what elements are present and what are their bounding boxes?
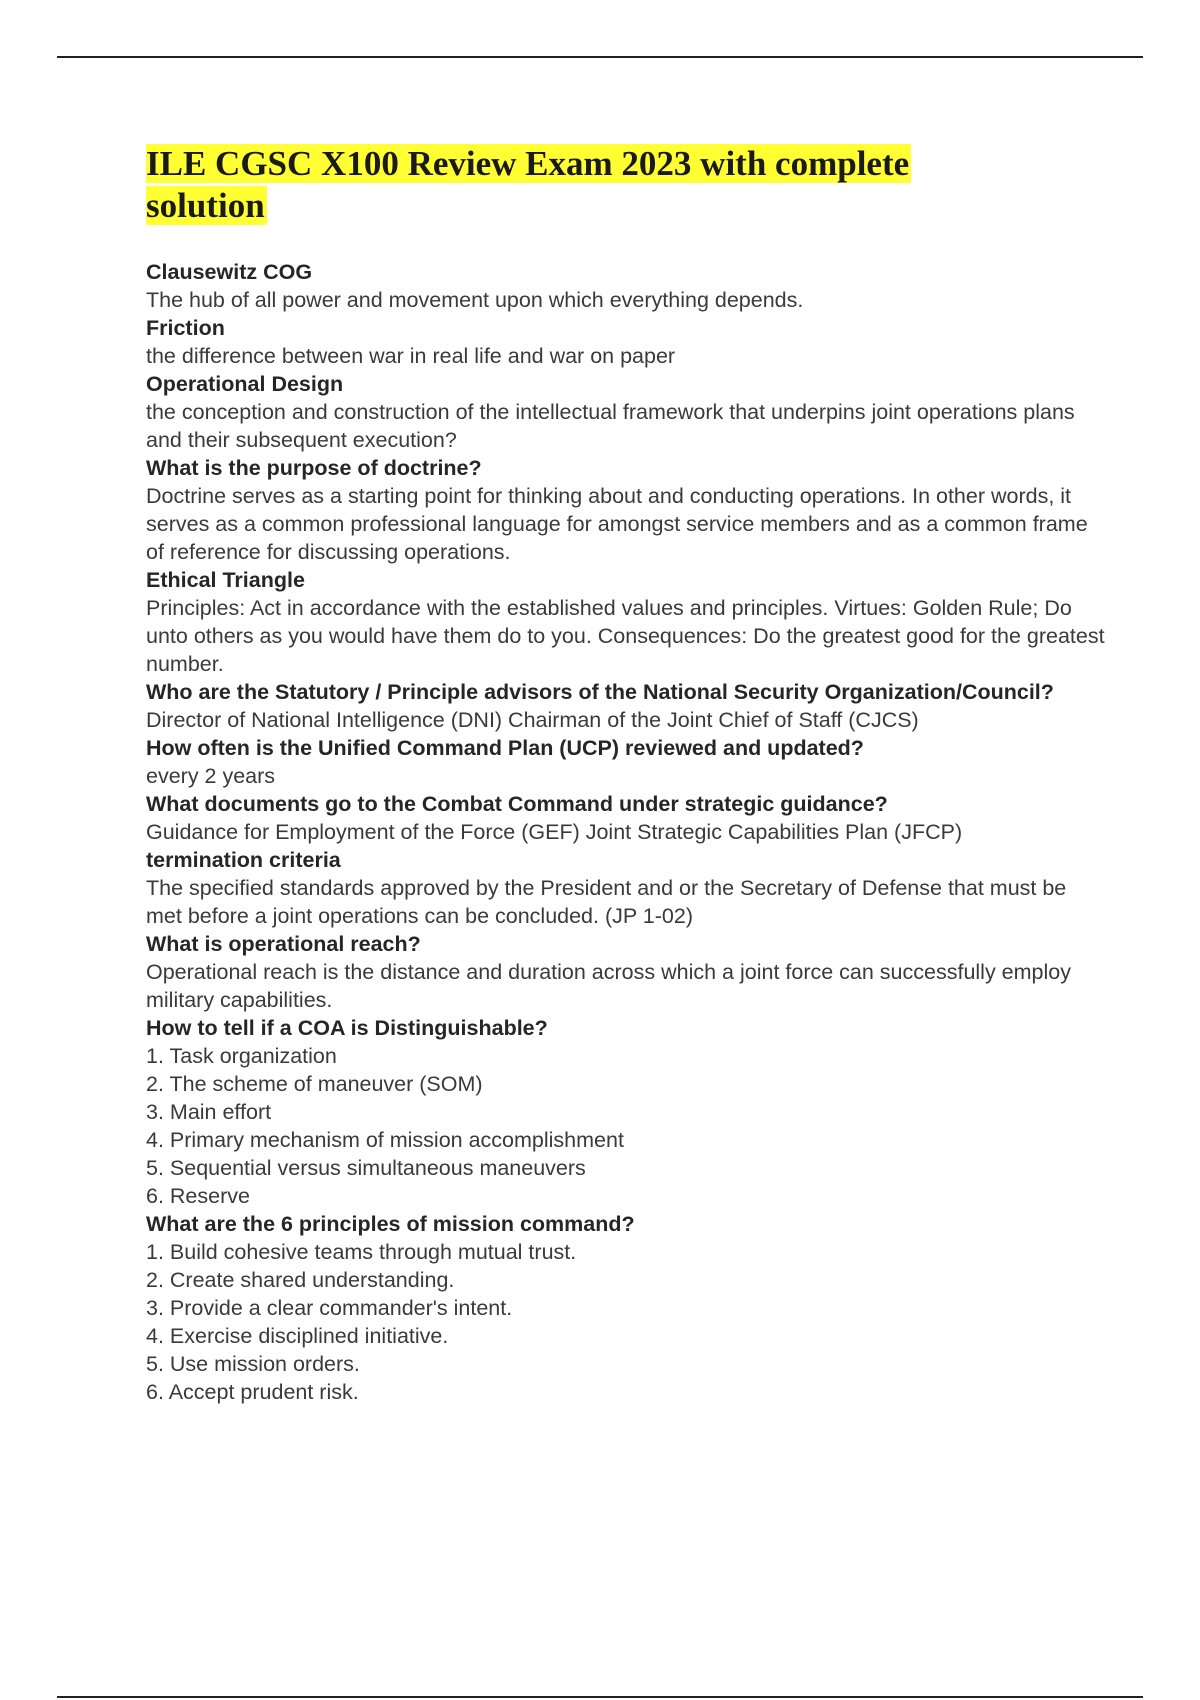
answer-line: Operational reach is the distance and duration across which a joint force can successfully employ military capabilities. <box>146 960 1071 1012</box>
answer-line: 6. Reserve <box>146 1184 250 1208</box>
answer-line: 5. Use mission orders. <box>146 1352 360 1376</box>
qa-item <box>146 1210 1106 1406</box>
answer-text <box>146 706 1106 734</box>
top-rule <box>57 56 1143 58</box>
answer-line: the conception and construction of the intellectual framework that underpins joint operations plans and their subsequent execution? <box>146 400 1075 452</box>
qa-item <box>146 678 1106 734</box>
qa-item <box>146 846 1106 930</box>
qa-item <box>146 734 1106 790</box>
question-heading: Who are the Statutory / Principle advisors of the National Security Organization/Council? <box>146 680 1054 704</box>
question-heading: Friction <box>146 316 225 340</box>
qa-list <box>146 258 1106 1406</box>
answer-text <box>146 286 1106 314</box>
bottom-rule <box>57 1696 1143 1698</box>
answer-line: 2. Create shared understanding. <box>146 1268 455 1292</box>
answer-line: Guidance for Employment of the Force (GEF) Joint Strategic Capabilities Plan (JFCP) <box>146 820 963 844</box>
answer-line: The hub of all power and movement upon which everything depends. <box>146 288 804 312</box>
answer-line: 1. Build cohesive teams through mutual trust. <box>146 1240 577 1264</box>
answer-line: 2. The scheme of maneuver (SOM) <box>146 1072 483 1096</box>
title-highlight: ILE CGSC X100 Review Exam 2023 with complete solution <box>146 144 910 225</box>
answer-text <box>146 1042 1106 1210</box>
answer-line: 4. Exercise disciplined initiative. <box>146 1324 449 1348</box>
qa-item <box>146 454 1106 566</box>
answer-line: 3. Provide a clear commander's intent. <box>146 1296 513 1320</box>
answer-text <box>146 594 1106 678</box>
answer-line: 6. Accept prudent risk. <box>146 1380 359 1404</box>
answer-text <box>146 818 1106 846</box>
answer-line: Doctrine serves as a starting point for thinking about and conducting operations. In other words, it serves as a common professional language for amongst service members and as a common frame of reference for discussing operations. <box>146 484 1088 564</box>
answer-line: the difference between war in real life and war on paper <box>146 344 676 368</box>
qa-item <box>146 370 1106 454</box>
answer-line: Director of National Intelligence (DNI) Chairman of the Joint Chief of Staff (CJCS) <box>146 708 919 732</box>
question-heading: What are the 6 principles of mission command? <box>146 1212 635 1236</box>
answer-text <box>146 398 1106 454</box>
question-heading: Operational Design <box>146 372 344 396</box>
question-heading: What is operational reach? <box>146 932 421 956</box>
qa-item <box>146 566 1106 678</box>
answer-text <box>146 342 1106 370</box>
qa-item <box>146 930 1106 1014</box>
answer-text <box>146 1238 1106 1406</box>
answer-line: 3. Main effort <box>146 1100 272 1124</box>
qa-item <box>146 790 1106 846</box>
qa-item <box>146 1014 1106 1210</box>
answer-text <box>146 958 1106 1014</box>
question-heading: How often is the Unified Command Plan (UCP) reviewed and updated? <box>146 736 864 760</box>
question-heading: Ethical Triangle <box>146 568 305 592</box>
document-title <box>146 143 1006 227</box>
answer-text <box>146 482 1106 566</box>
question-heading: termination criteria <box>146 848 341 872</box>
answer-line: 4. Primary mechanism of mission accomplishment <box>146 1128 624 1152</box>
question-heading: Clausewitz COG <box>146 260 313 284</box>
question-heading: What is the purpose of doctrine? <box>146 456 482 480</box>
qa-item <box>146 258 1106 314</box>
answer-line: Principles: Act in accordance with the established values and principles. Virtues: Golden Rule; Do unto others as you would have them do to you. Consequences: Do the greatest good for the greatest number. <box>146 596 1105 676</box>
answer-line: 5. Sequential versus simultaneous maneuvers <box>146 1156 586 1180</box>
qa-item <box>146 314 1106 370</box>
question-heading: What documents go to the Combat Command under strategic guidance? <box>146 792 888 816</box>
answer-line: The specified standards approved by the President and or the Secretary of Defense that must be met before a joint operations can be concluded. (JP 1-02) <box>146 876 1067 928</box>
answer-line: 1. Task organization <box>146 1044 337 1068</box>
answer-line: every 2 years <box>146 764 276 788</box>
answer-text <box>146 762 1106 790</box>
question-heading: How to tell if a COA is Distinguishable? <box>146 1016 548 1040</box>
answer-text <box>146 874 1106 930</box>
